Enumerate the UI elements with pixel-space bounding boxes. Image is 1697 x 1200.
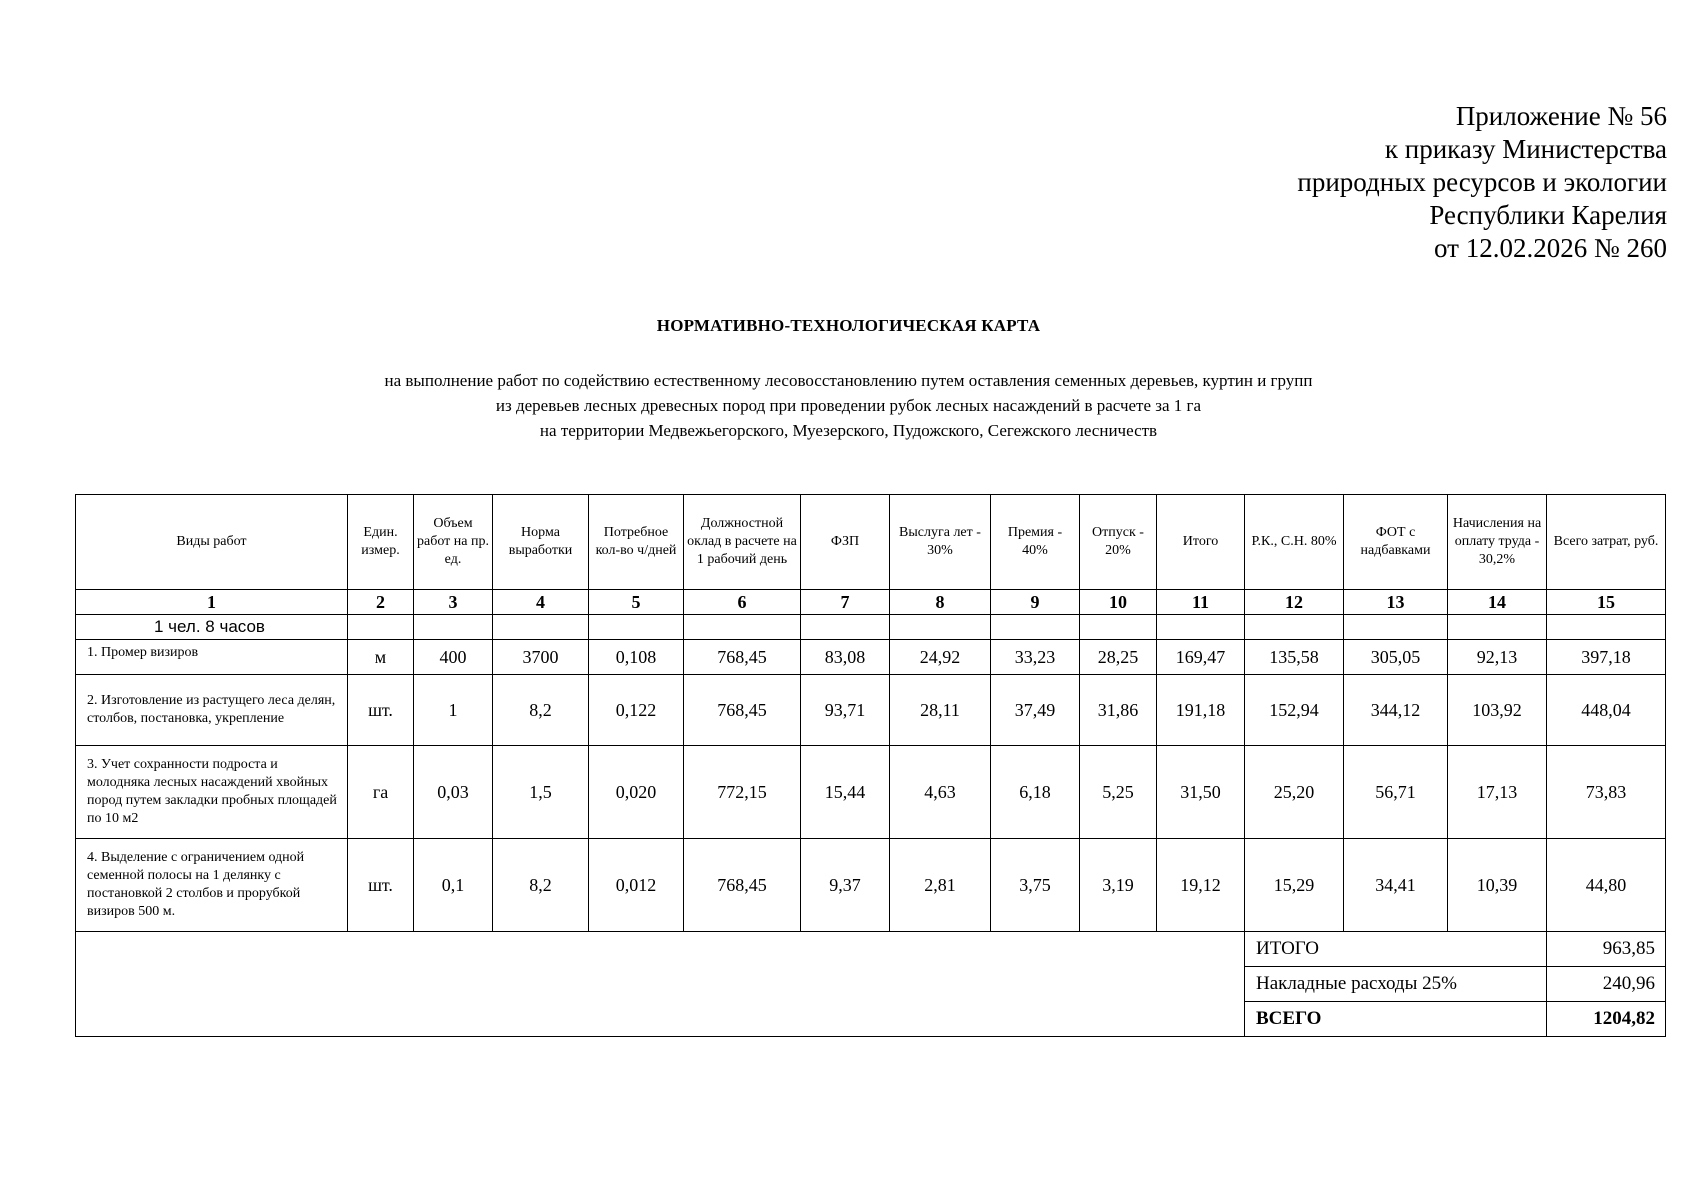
header-cell: Р.К., С.Н. 80% bbox=[1245, 495, 1344, 590]
appendix-republic-line: Республики Карелия bbox=[1429, 200, 1667, 230]
table-cell: 6,18 bbox=[991, 746, 1080, 839]
summary-value: 1204,82 bbox=[1547, 1002, 1666, 1037]
summary-value: 240,96 bbox=[1547, 967, 1666, 1002]
header-cell: Выслуга лет - 30% bbox=[890, 495, 991, 590]
table-cell: 92,13 bbox=[1448, 640, 1547, 675]
empty-cell bbox=[1080, 615, 1157, 640]
table-cell: 448,04 bbox=[1547, 675, 1666, 746]
empty-cell bbox=[991, 615, 1080, 640]
subheader-row bbox=[76, 615, 1666, 640]
table-cell: 772,15 bbox=[684, 746, 801, 839]
table-cell: 24,92 bbox=[890, 640, 991, 675]
table-cell: 0,03 bbox=[414, 746, 493, 839]
header-cell: Един. измер. bbox=[348, 495, 414, 590]
table-row bbox=[76, 675, 1666, 746]
table-cell: 83,08 bbox=[801, 640, 890, 675]
work-type-cell: 3. Учет сохранности подроста и молодняка лесных насаждений хвойных пород путем закладки пробных площадей по 10 м2 bbox=[76, 746, 348, 839]
empty-cell bbox=[1157, 615, 1245, 640]
table-cell: 9,37 bbox=[801, 839, 890, 932]
table-cell: 28,11 bbox=[890, 675, 991, 746]
empty-cell bbox=[414, 615, 493, 640]
work-type-cell: 4. Выделение с ограничением одной семенной полосы на 1 делянку с постановкой 2 столбов и прорубкой визиров 500 м. bbox=[76, 839, 348, 932]
column-number: 4 bbox=[493, 590, 589, 615]
column-number: 12 bbox=[1245, 590, 1344, 615]
empty-cell bbox=[589, 615, 684, 640]
table-cell: 19,12 bbox=[1157, 839, 1245, 932]
table-cell: 768,45 bbox=[684, 675, 801, 746]
empty-cell bbox=[890, 615, 991, 640]
table-cell: 1 bbox=[414, 675, 493, 746]
table-cell: 15,44 bbox=[801, 746, 890, 839]
empty-cell bbox=[684, 615, 801, 640]
table-cell: 4,63 bbox=[890, 746, 991, 839]
header-cell: ФОТ с надбавками bbox=[1344, 495, 1448, 590]
summary-label: ИТОГО bbox=[1245, 932, 1547, 967]
summary-label: Накладные расходы 25% bbox=[1245, 967, 1547, 1002]
table-cell: 768,45 bbox=[684, 839, 801, 932]
header-cell: Премия - 40% bbox=[991, 495, 1080, 590]
table-cell: 103,92 bbox=[1448, 675, 1547, 746]
table-row bbox=[76, 746, 1666, 839]
column-number: 15 bbox=[1547, 590, 1666, 615]
table-cell: 8,2 bbox=[493, 675, 589, 746]
header-cell: Всего затрат, руб. bbox=[1547, 495, 1666, 590]
table-cell: 397,18 bbox=[1547, 640, 1666, 675]
header-row bbox=[76, 495, 1666, 590]
table-cell: шт. bbox=[348, 675, 414, 746]
column-number: 7 bbox=[801, 590, 890, 615]
table-cell: м bbox=[348, 640, 414, 675]
table-cell: 8,2 bbox=[493, 839, 589, 932]
table-cell: шт. bbox=[348, 839, 414, 932]
table-cell: 5,25 bbox=[1080, 746, 1157, 839]
header-cell: Норма выработки bbox=[493, 495, 589, 590]
table-cell: 3,75 bbox=[991, 839, 1080, 932]
column-number: 14 bbox=[1448, 590, 1547, 615]
column-number: 10 bbox=[1080, 590, 1157, 615]
column-number-row bbox=[76, 590, 1666, 615]
table-cell: 25,20 bbox=[1245, 746, 1344, 839]
appendix-order-line: к приказу Министерства bbox=[1384, 134, 1667, 164]
table-cell: 73,83 bbox=[1547, 746, 1666, 839]
summary-value: 963,85 bbox=[1547, 932, 1666, 967]
document-subtitle bbox=[0, 368, 1697, 443]
header-cell: Объем работ на пр. ед. bbox=[414, 495, 493, 590]
empty-cell bbox=[801, 615, 890, 640]
column-number: 13 bbox=[1344, 590, 1448, 615]
table-cell: 31,86 bbox=[1080, 675, 1157, 746]
table-cell: 768,45 bbox=[684, 640, 801, 675]
table-cell: 400 bbox=[414, 640, 493, 675]
table-cell: 344,12 bbox=[1344, 675, 1448, 746]
header-cell: Итого bbox=[1157, 495, 1245, 590]
table-cell: 0,122 bbox=[589, 675, 684, 746]
column-number: 8 bbox=[890, 590, 991, 615]
table-cell: 3,19 bbox=[1080, 839, 1157, 932]
appendix-ministry-line: природных ресурсов и экологии bbox=[1297, 167, 1667, 197]
empty-cell bbox=[348, 615, 414, 640]
table-cell: 305,05 bbox=[1344, 640, 1448, 675]
table-cell: 0,020 bbox=[589, 746, 684, 839]
table-cell: 15,29 bbox=[1245, 839, 1344, 932]
table-cell: 37,49 bbox=[991, 675, 1080, 746]
table-cell: 28,25 bbox=[1080, 640, 1157, 675]
empty-cell bbox=[1448, 615, 1547, 640]
table-cell: 1,5 bbox=[493, 746, 589, 839]
document-title: НОРМАТИВНО-ТЕХНОЛОГИЧЕСКАЯ КАРТА bbox=[656, 316, 1041, 335]
table-cell: 2,81 bbox=[890, 839, 991, 932]
appendix-block bbox=[1297, 100, 1667, 265]
table-cell: 10,39 bbox=[1448, 839, 1547, 932]
work-type-cell: 2. Изготовление из растущего леса делян, столбов, постановка, укрепление bbox=[76, 675, 348, 746]
table-cell: 191,18 bbox=[1157, 675, 1245, 746]
appendix-number: Приложение № 56 bbox=[1455, 101, 1667, 131]
table-cell: 3700 bbox=[493, 640, 589, 675]
work-type-cell: 1. Промер визиров bbox=[76, 640, 348, 675]
table-cell: 33,23 bbox=[991, 640, 1080, 675]
header-cell: Должностной оклад в расчете на 1 рабочий день bbox=[684, 495, 801, 590]
subheader-label: 1 чел. 8 часов bbox=[76, 615, 348, 640]
cost-table bbox=[75, 494, 1666, 1037]
column-number: 6 bbox=[684, 590, 801, 615]
table-row bbox=[76, 640, 1666, 675]
table-cell: 56,71 bbox=[1344, 746, 1448, 839]
empty-cell bbox=[1245, 615, 1344, 640]
summary-row-total bbox=[76, 932, 1666, 967]
column-number: 2 bbox=[348, 590, 414, 615]
column-number: 1 bbox=[76, 590, 348, 615]
header-cell: ФЗП bbox=[801, 495, 890, 590]
empty-cell bbox=[1547, 615, 1666, 640]
header-cell: Начисления на оплату труда - 30,2% bbox=[1448, 495, 1547, 590]
header-cell: Потребное кол-во ч/дней bbox=[589, 495, 684, 590]
subtitle-line-3: на территории Медвежьегорского, Муезерского, Пудожского, Сегежского лесничеств bbox=[539, 421, 1158, 440]
table-cell: 135,58 bbox=[1245, 640, 1344, 675]
table-cell: 0,1 bbox=[414, 839, 493, 932]
column-number: 5 bbox=[589, 590, 684, 615]
table-cell: 169,47 bbox=[1157, 640, 1245, 675]
empty-cell bbox=[493, 615, 589, 640]
header-cell: Отпуск - 20% bbox=[1080, 495, 1157, 590]
empty-cell bbox=[1344, 615, 1448, 640]
subtitle-line-2: из деревьев лесных древесных пород при проведении рубок лесных насаждений в расчете за 1 га bbox=[495, 396, 1202, 415]
column-number: 9 bbox=[991, 590, 1080, 615]
summary-blank-area bbox=[76, 932, 1245, 1037]
table-cell: 93,71 bbox=[801, 675, 890, 746]
table-cell: 44,80 bbox=[1547, 839, 1666, 932]
summary-label: ВСЕГО bbox=[1245, 1002, 1547, 1037]
table-cell: 17,13 bbox=[1448, 746, 1547, 839]
column-number: 3 bbox=[414, 590, 493, 615]
table-cell: 0,108 bbox=[589, 640, 684, 675]
table-cell: 0,012 bbox=[589, 839, 684, 932]
table-cell: га bbox=[348, 746, 414, 839]
table-row bbox=[76, 839, 1666, 932]
header-cell: Виды работ bbox=[76, 495, 348, 590]
table-cell: 152,94 bbox=[1245, 675, 1344, 746]
appendix-date-line: от 12.02.2026 № 260 bbox=[1434, 233, 1667, 263]
column-number: 11 bbox=[1157, 590, 1245, 615]
table-cell: 34,41 bbox=[1344, 839, 1448, 932]
table-cell: 31,50 bbox=[1157, 746, 1245, 839]
subtitle-line-1: на выполнение работ по содействию естественному лесовосстановлению путем оставления семенных деревьев, куртин и групп bbox=[384, 371, 1313, 390]
